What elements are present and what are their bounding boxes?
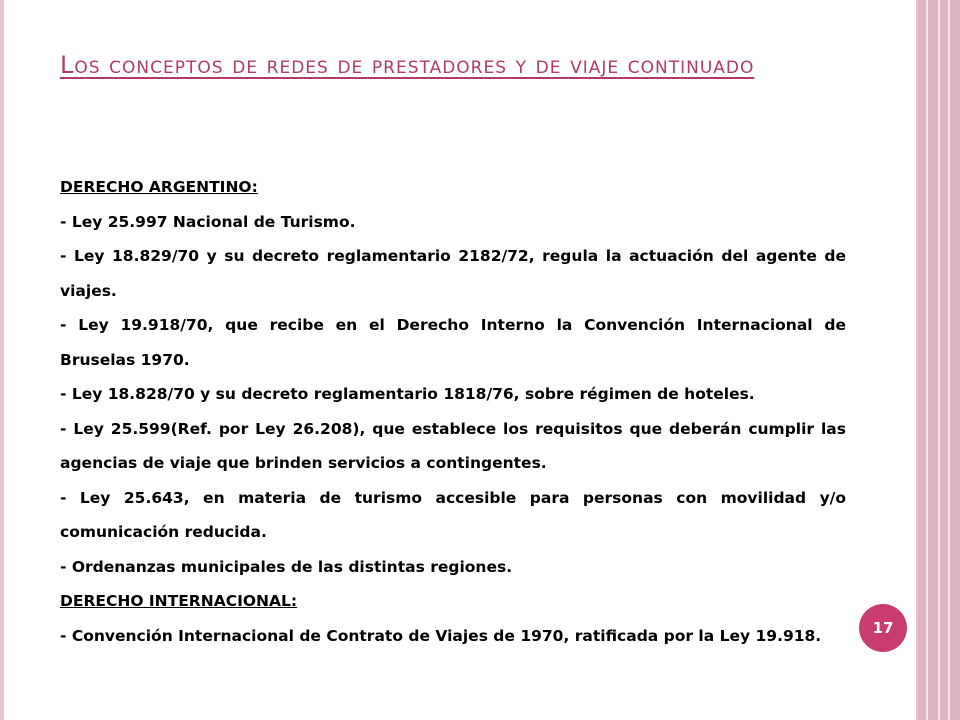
slide-title: Los conceptos de redes de prestadores y de viaje continuado xyxy=(60,51,755,79)
list-item: - Ley 25.997 Nacional de Turismo. xyxy=(60,212,356,231)
section-heading-argentino: DERECHO ARGENTINO: xyxy=(60,178,258,196)
list-item: - Ordenanzas municipales de las distintas regiones. xyxy=(60,557,513,576)
decorative-side-band xyxy=(918,0,960,720)
list-item: - Ley 18.828/70 y su decreto reglamentario 1818/76, sobre régimen de hoteles. xyxy=(60,385,755,403)
page-number-badge: 17 xyxy=(859,604,907,652)
list-item: - Ley 19.918/70, que recibe en el Derecho Interno la Convención Internacional de Bruselas 1970. xyxy=(60,316,846,369)
list-item: - Ley 25.599(Ref. por Ley 26.208), que establece los requisitos que deberán cumplir las agencias de viaje que brinden servicios a contingentes. xyxy=(60,419,846,472)
slide-body xyxy=(60,170,846,653)
list-item: - Convención Internacional de Contrato de Viajes de 1970, ratificada por la Ley 19.918. xyxy=(60,626,822,645)
section-heading-internacional: DERECHO INTERNACIONAL: xyxy=(60,592,298,610)
list-item: - Ley 25.643, en materia de turismo accesible para personas con movilidad y/o comunicación reducida. xyxy=(60,488,846,541)
list-item: - Ley 18.829/70 y su decreto reglamentario 2182/72, regula la actuación del agente de viajes. xyxy=(60,247,846,300)
